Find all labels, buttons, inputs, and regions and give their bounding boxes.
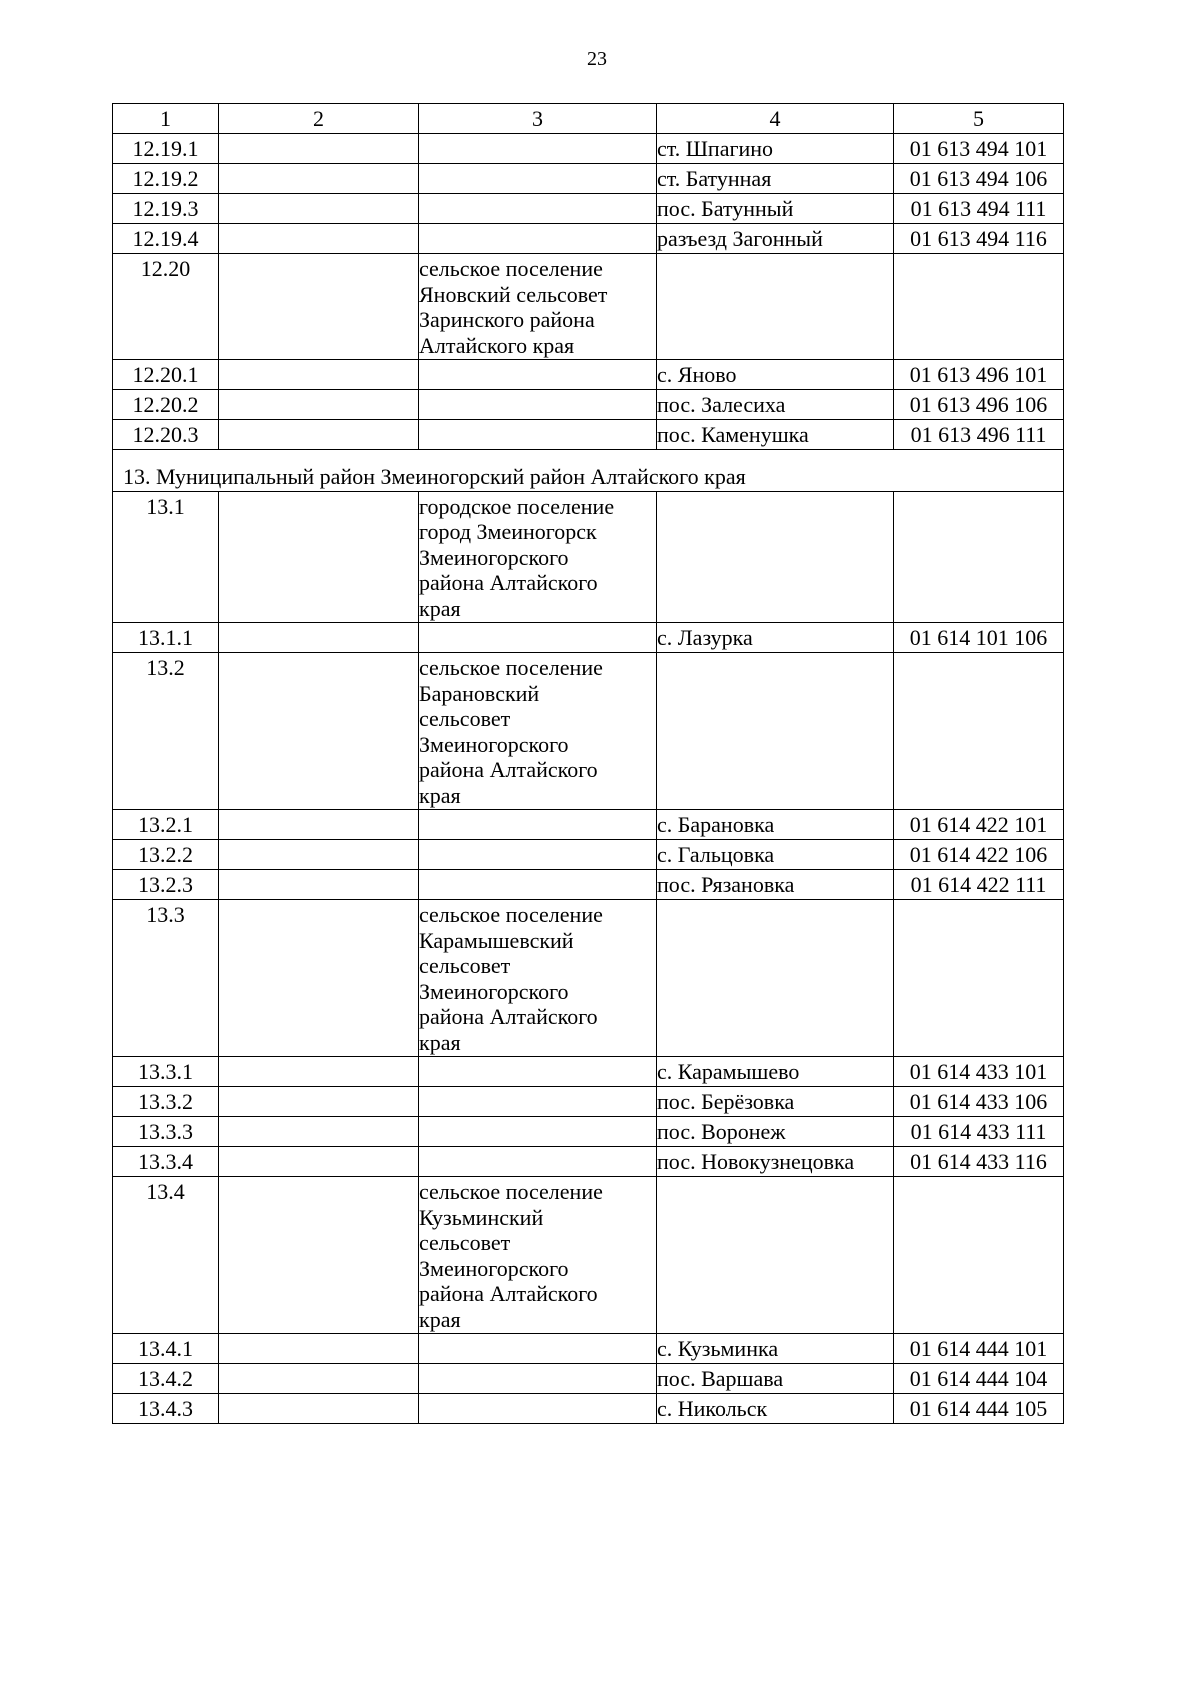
- cell-number: 13.1: [113, 491, 219, 623]
- cell-code: 01 613 494 111: [894, 194, 1064, 224]
- cell-settlement: пос. Варшава: [657, 1364, 894, 1394]
- cell-settlement: [657, 254, 894, 360]
- table-row: [113, 254, 1064, 360]
- cell-number: 13.3.4: [113, 1147, 219, 1177]
- cell-col-2: [219, 840, 419, 870]
- cell-number: 13.1.1: [113, 623, 219, 653]
- cell-code: [894, 491, 1064, 623]
- table-row: [113, 134, 1064, 164]
- table-row: [113, 1117, 1064, 1147]
- cell-code: [894, 1177, 1064, 1334]
- cell-col-2: [219, 360, 419, 390]
- cell-municipality: [419, 390, 657, 420]
- cell-code: 01 614 444 105: [894, 1394, 1064, 1424]
- cell-settlement: ст. Шпагино: [657, 134, 894, 164]
- cell-col-2: [219, 1334, 419, 1364]
- cell-settlement: пос. Батунный: [657, 194, 894, 224]
- cell-code: 01 613 496 101: [894, 360, 1064, 390]
- cell-settlement: [657, 653, 894, 810]
- cell-col-2: [219, 164, 419, 194]
- cell-number: 13.3.2: [113, 1087, 219, 1117]
- cell-number: 13.3.1: [113, 1057, 219, 1087]
- table-row: [113, 1364, 1064, 1394]
- cell-municipality: [419, 420, 657, 450]
- cell-settlement: с. Карамышево: [657, 1057, 894, 1087]
- table-row: [113, 870, 1064, 900]
- cell-municipality: [419, 1087, 657, 1117]
- cell-municipality: [419, 1334, 657, 1364]
- cell-number: 13.2.3: [113, 870, 219, 900]
- cell-municipality: [419, 1147, 657, 1177]
- table-row: [113, 840, 1064, 870]
- cell-col-2: [219, 420, 419, 450]
- cell-col-2: [219, 224, 419, 254]
- cell-col-2: [219, 194, 419, 224]
- cell-municipality: [419, 870, 657, 900]
- table-row: [113, 390, 1064, 420]
- header-col-3: 3: [419, 104, 657, 134]
- header-col-1: 1: [113, 104, 219, 134]
- cell-col-2: [219, 810, 419, 840]
- cell-municipality: городское поселение город Змеиногорск Змеиногорского района Алтайского края: [419, 491, 657, 623]
- cell-col-2: [219, 1057, 419, 1087]
- cell-settlement: с. Гальцовка: [657, 840, 894, 870]
- table-header-row: [113, 104, 1064, 134]
- cell-settlement: разъезд Загонный: [657, 224, 894, 254]
- cell-col-2: [219, 1394, 419, 1424]
- cell-settlement: пос. Воронеж: [657, 1117, 894, 1147]
- cell-municipality: [419, 164, 657, 194]
- cell-municipality: [419, 1117, 657, 1147]
- cell-number: 13.3.3: [113, 1117, 219, 1147]
- table-row: [113, 623, 1064, 653]
- cell-settlement: [657, 1177, 894, 1334]
- cell-municipality: сельское поселение Кузьминский сельсовет Змеиногорского района Алтайского края: [419, 1177, 657, 1334]
- cell-col-2: [219, 623, 419, 653]
- cell-settlement: [657, 491, 894, 623]
- cell-number: 12.20.3: [113, 420, 219, 450]
- cell-code: 01 614 433 106: [894, 1087, 1064, 1117]
- table-row: [113, 360, 1064, 390]
- cell-number: 13.4: [113, 1177, 219, 1334]
- cell-municipality: [419, 360, 657, 390]
- cell-number: 13.4.2: [113, 1364, 219, 1394]
- cell-col-2: [219, 900, 419, 1057]
- cell-settlement: с. Яново: [657, 360, 894, 390]
- table-row: [113, 810, 1064, 840]
- cell-municipality: [419, 194, 657, 224]
- cell-code: 01 613 496 106: [894, 390, 1064, 420]
- cell-settlement: пос. Новокузнецовка: [657, 1147, 894, 1177]
- cell-code: [894, 900, 1064, 1057]
- cell-number: 13.2.2: [113, 840, 219, 870]
- cell-code: 01 614 444 104: [894, 1364, 1064, 1394]
- table-row: [113, 194, 1064, 224]
- cell-municipality: сельское поселение Барановский сельсовет Змеиногорского района Алтайского края: [419, 653, 657, 810]
- header-col-5: 5: [894, 104, 1064, 134]
- section-title: 13. Муниципальный район Змеиногорский район Алтайского края: [113, 450, 1064, 492]
- cell-col-2: [219, 653, 419, 810]
- cell-code: 01 613 494 106: [894, 164, 1064, 194]
- cell-number: 13.2: [113, 653, 219, 810]
- cell-settlement: с. Кузьминка: [657, 1334, 894, 1364]
- table-row: [113, 420, 1064, 450]
- cell-settlement: [657, 900, 894, 1057]
- table-row: [113, 1394, 1064, 1424]
- cell-col-2: [219, 491, 419, 623]
- cell-col-2: [219, 254, 419, 360]
- cell-col-2: [219, 134, 419, 164]
- cell-number: 12.19.4: [113, 224, 219, 254]
- cell-number: 12.19.1: [113, 134, 219, 164]
- cell-settlement: с. Барановка: [657, 810, 894, 840]
- table-body: [113, 134, 1064, 1424]
- cell-number: 13.3: [113, 900, 219, 1057]
- cell-number: 13.4.3: [113, 1394, 219, 1424]
- table-row: [113, 1087, 1064, 1117]
- section-row: [113, 450, 1064, 492]
- header-col-2: 2: [219, 104, 419, 134]
- header-col-4: 4: [657, 104, 894, 134]
- cell-code: 01 614 422 111: [894, 870, 1064, 900]
- cell-settlement: с. Лазурка: [657, 623, 894, 653]
- cell-number: 12.20.1: [113, 360, 219, 390]
- table-row: [113, 164, 1064, 194]
- table-row: [113, 1147, 1064, 1177]
- cell-code: 01 614 433 101: [894, 1057, 1064, 1087]
- cell-number: 12.20.2: [113, 390, 219, 420]
- cell-code: 01 614 422 101: [894, 810, 1064, 840]
- cell-municipality: [419, 623, 657, 653]
- table-row: [113, 491, 1064, 623]
- cell-code: 01 614 433 116: [894, 1147, 1064, 1177]
- cell-municipality: [419, 1057, 657, 1087]
- cell-number: 13.4.1: [113, 1334, 219, 1364]
- cell-code: 01 613 494 116: [894, 224, 1064, 254]
- table-row: [113, 900, 1064, 1057]
- cell-col-2: [219, 870, 419, 900]
- table-row: [113, 1057, 1064, 1087]
- cell-col-2: [219, 390, 419, 420]
- cell-municipality: [419, 1364, 657, 1394]
- cell-number: 12.20: [113, 254, 219, 360]
- cell-number: 13.2.1: [113, 810, 219, 840]
- settlements-table: [112, 103, 1064, 1424]
- page-number: 23: [587, 48, 607, 70]
- cell-municipality: [419, 810, 657, 840]
- cell-settlement: ст. Батунная: [657, 164, 894, 194]
- table-row: [113, 1177, 1064, 1334]
- cell-col-2: [219, 1177, 419, 1334]
- cell-col-2: [219, 1117, 419, 1147]
- cell-number: 12.19.2: [113, 164, 219, 194]
- cell-code: 01 614 101 106: [894, 623, 1064, 653]
- cell-municipality: [419, 134, 657, 164]
- cell-code: 01 614 444 101: [894, 1334, 1064, 1364]
- table-row: [113, 653, 1064, 810]
- cell-settlement: пос. Берёзовка: [657, 1087, 894, 1117]
- table-row: [113, 224, 1064, 254]
- cell-code: [894, 653, 1064, 810]
- cell-municipality: [419, 224, 657, 254]
- table-row: [113, 1334, 1064, 1364]
- cell-code: 01 614 422 106: [894, 840, 1064, 870]
- cell-col-2: [219, 1364, 419, 1394]
- cell-code: 01 613 496 111: [894, 420, 1064, 450]
- cell-municipality: сельское поселение Яновский сельсовет Заринского района Алтайского края: [419, 254, 657, 360]
- cell-municipality: сельское поселение Карамышевский сельсовет Змеиногорского района Алтайского края: [419, 900, 657, 1057]
- cell-code: [894, 254, 1064, 360]
- cell-settlement: пос. Рязановка: [657, 870, 894, 900]
- cell-col-2: [219, 1147, 419, 1177]
- cell-municipality: [419, 1394, 657, 1424]
- cell-number: 12.19.3: [113, 194, 219, 224]
- cell-col-2: [219, 1087, 419, 1117]
- cell-code: 01 614 433 111: [894, 1117, 1064, 1147]
- cell-settlement: с. Никольск: [657, 1394, 894, 1424]
- cell-code: 01 613 494 101: [894, 134, 1064, 164]
- cell-municipality: [419, 840, 657, 870]
- cell-settlement: пос. Залесиха: [657, 390, 894, 420]
- cell-settlement: пос. Каменушка: [657, 420, 894, 450]
